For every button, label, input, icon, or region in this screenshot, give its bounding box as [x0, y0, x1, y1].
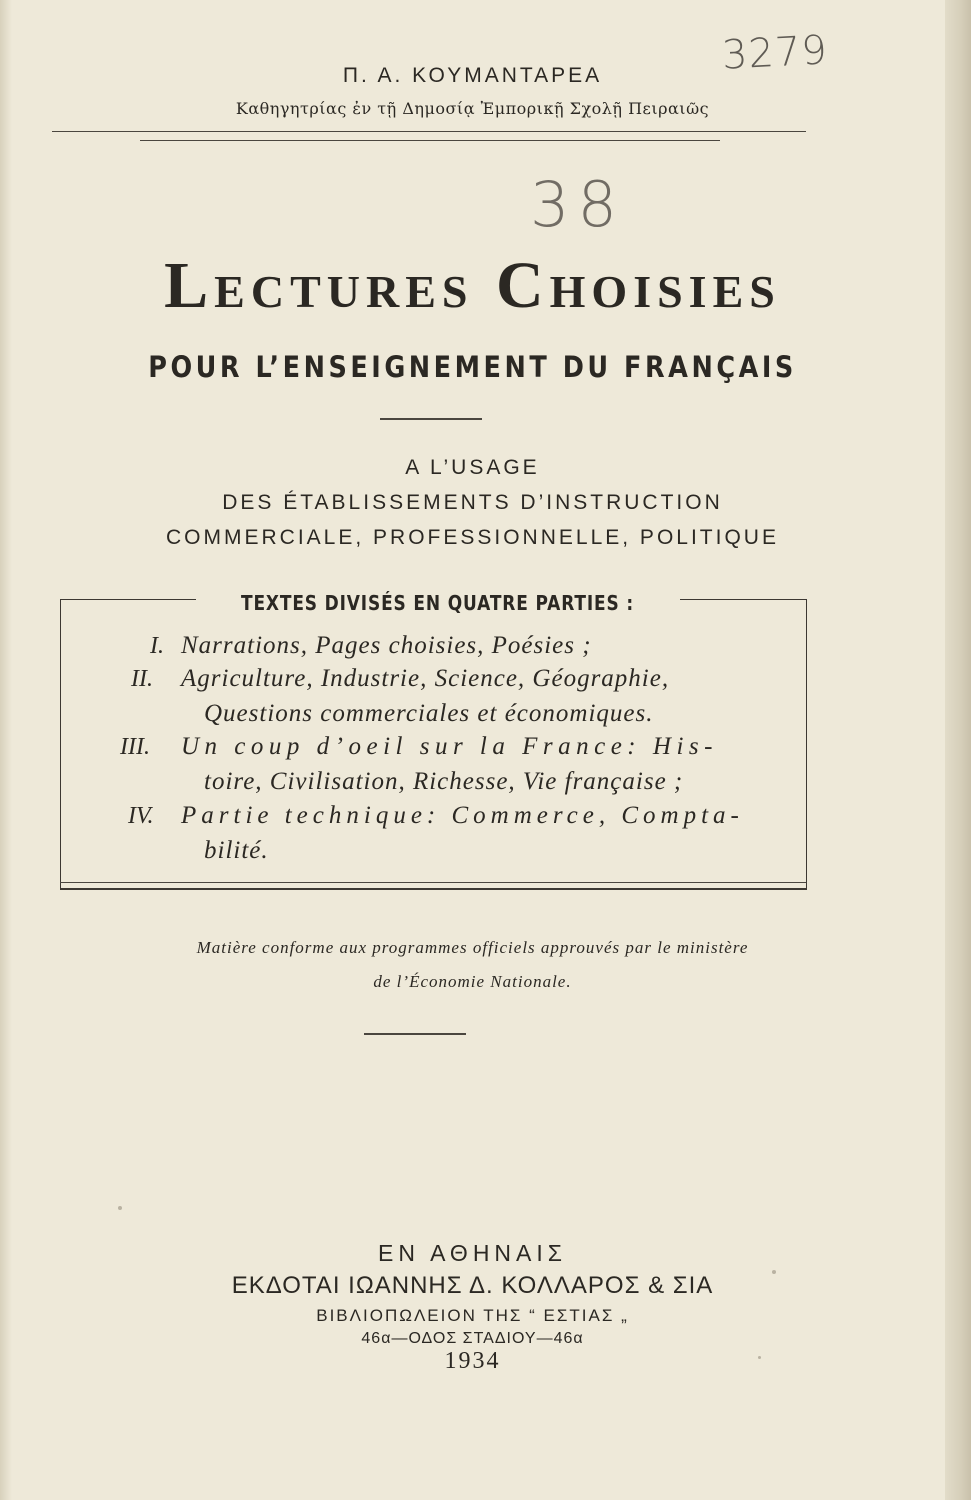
paper-speck [118, 1206, 122, 1210]
publisher-name: ΕΚΔΟΤΑΙ ΙΩΑΝΝΗΣ Δ. ΚΟΛΛΑΡΟΣ & ΣΙΑ [231, 1272, 714, 1299]
note-divider [364, 1033, 466, 1035]
publisher-address: 46α—ΟΔΟΣ ΣΤΑΔΙΟΥ—46α [361, 1330, 584, 1347]
page-right-edge [945, 0, 971, 1500]
paper-speck [772, 1270, 776, 1274]
handwritten-volume-number: 38 [530, 168, 625, 241]
book-subtitle: POUR L’ENSEIGNEMENT DU FRANÇAIS [148, 350, 797, 384]
handwritten-catalog-number: 3279 [720, 27, 829, 79]
part-1-numeral: I. [150, 633, 164, 659]
part-4-text-line-1: Partie technique: Commerce, Compta- [181, 802, 744, 829]
part-3-numeral: III. [120, 734, 150, 760]
usage-line-1: A L’USAGE [405, 456, 540, 479]
publication-year: 1934 [444, 1348, 501, 1374]
usage-line-2: DES ÉTABLISSEMENTS D’INSTRUCTION [222, 491, 723, 514]
part-4-text-line-2: bilité. [204, 837, 269, 864]
paper-speck [758, 1356, 761, 1359]
subtitle-divider [380, 418, 482, 420]
program-note-line-1: Matière conforme aux programmes officiels approuvés par le ministère [196, 938, 749, 957]
part-3-text-line-2: toire, Civilisation, Richesse, Vie française ; [204, 768, 684, 795]
publisher-city: ΕΝ ΑΘΗΝΑΙΣ [378, 1240, 567, 1266]
contents-box-top-left-rule [60, 599, 196, 600]
contents-box-top-right-rule [680, 599, 806, 600]
usage-line-3: COMMERCIALE, PROFESSIONNELLE, POLITIQUE [166, 526, 779, 549]
header-rule-bottom [140, 140, 720, 141]
part-2-numeral: II. [131, 666, 153, 692]
part-1-text: Narrations, Pages choisies, Poésies ; [181, 632, 592, 659]
part-2-text-line-2: Questions commerciales et économiques. [204, 700, 654, 727]
header-rule-top [52, 131, 806, 132]
author-name: Π. Α. ΚΟΥΜΑΝΤΑΡΕΑ [342, 64, 603, 87]
program-note-line-2: de l’Économie Nationale. [373, 972, 572, 991]
part-3-text-line-1: Un coup d’oeil sur la France: His- [181, 733, 718, 760]
contents-box-inner-bottom-rule [60, 882, 806, 883]
part-2-text-line-1: Agriculture, Industrie, Science, Géographie, [181, 665, 670, 692]
author-affiliation: Καθηγητρίας ἐν τῇ Δημοσίᾳ Ἐμπορικῇ Σχολῇ Πειραιῶς [235, 99, 710, 118]
part-4-numeral: IV. [128, 803, 154, 829]
publisher-bookstore: ΒΙΒΛΙΟΠΩΛΕΙΟΝ ΤΗΣ “ ΕΣΤΙΑΣ „ [316, 1306, 629, 1325]
contents-box-heading: TEXTES DIVISÉS EN QUATRE PARTIES : [241, 591, 634, 615]
book-title: Lectures Choisies [164, 249, 781, 322]
